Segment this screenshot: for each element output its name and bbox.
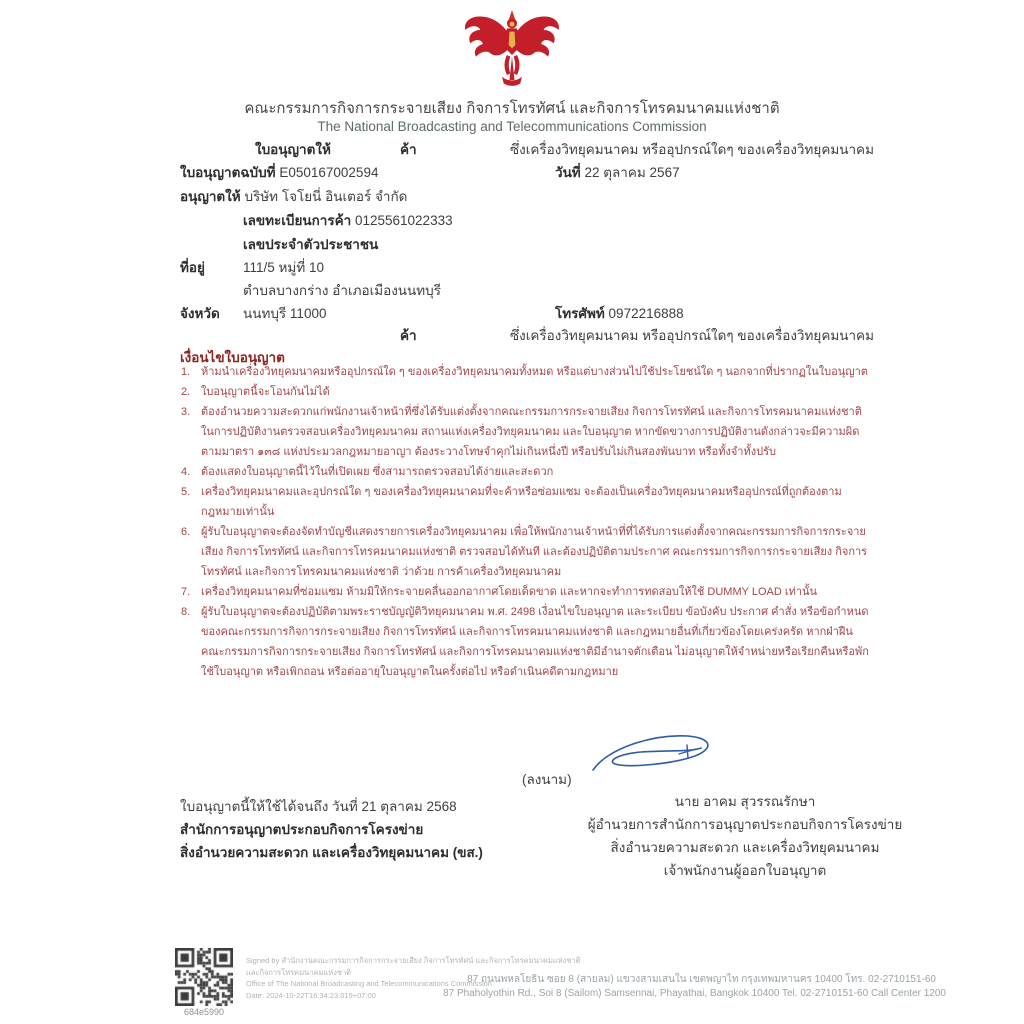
condition-item-3: 3. ต้องอำนวยความสะดวกแก่พนักงานเจ้าหน้าที่ซึ่งได้รับแต่งตั้งจากคณะกรรมการกระจายเสียง กิจการโทรทัศน์ และกิจการโทรคมนาคมแห่งชาติในการปฏิบัติงานตรวจสอบเครื่องวิทยุคมนาคม สถานแห่งเครื่องวิทยุคมนาคม และใบอนุญาต หากขัดขวางการปฏิบัติงานดังกล่าวจะมีความผิดตามมาตรา ๑๓๘ แห่งประมวลกฎหมายอาญา ต้องระวางโทษจำคุกไม่เกินหนึ่งปี หรือปรับไม่เกินสองพันบาท หรือทั้งจำทั้งปรับ (181, 406, 862, 458)
signer-title-1: ผู้อำนวยการสำนักการอนุญาตประกอบกิจการโครงข่าย (587, 817, 903, 832)
signer-name: นาย อาคม สุวรรณรักษา (674, 794, 816, 809)
citizen-id-label: เลขประจำตัวประชาชน (243, 237, 379, 252)
office-address-english: 87 Phaholyothin Rd., Soi 8 (Sailom) Samsennai, Phayathai, Bangkok 10400 Tel. 02-2710151-60 Call Center 1200 (443, 988, 946, 999)
license-number-label: ใบอนุญาตฉบับที่ (180, 165, 276, 180)
condition-item-1: 1. ห้ามนำเครื่องวิทยุคมนาคมหรืออุปกรณ์ใด ๆ ของเครื่องวิทยุคมนาคมทั้งหมด หรือแต่บางส่วนไปใช้ประโยชน์ใด ๆ นอกจากที่ปรากฏในใบอนุญาต (181, 366, 868, 378)
office-line-1: สำนักการอนุญาตประกอบกิจการโครงข่าย (180, 822, 424, 837)
license-number-value: E050167002594 (279, 165, 379, 180)
trade-reg-row (243, 212, 453, 230)
grantee-row (180, 188, 407, 206)
license-action: ค้า (400, 142, 417, 157)
address-line2: ตำบลบางกร่าง อำเภอเมืองนนทบุรี (243, 283, 441, 298)
office-line-2: สิ่งอำนวยความสะดวก และเครื่องวิทยุคมนาคม (ขส.) (180, 845, 483, 860)
signer-title-3: เจ้าพนักงานผู้ออกใบอนุญาต (663, 863, 827, 878)
org-name-thai: คณะกรรมการกิจการกระจายเสียง กิจการโทรทัศน์ และกิจการโทรคมนาคมแห่งชาติ (244, 100, 780, 117)
qr-code (175, 948, 233, 1006)
condition-item-5: 5. เครื่องวิทยุคมนาคมและอุปกรณ์ใด ๆ ของเครื่องวิทยุคมนาคมที่จะค้าหรือซ่อมแซม จะต้องเป็นเครื่องวิทยุคมนาคมหรืออุปกรณ์ที่ถูกต้องตามกฎหมายเท่านั้น (181, 486, 842, 518)
citizen-id-row (243, 236, 378, 254)
qr-code-text: 684e5990 (183, 1007, 225, 1017)
validity-line: ใบอนุญาตนี้ให้ใช้ได้จนถึง วันที่ 21 ตุลาคม 2568 (180, 799, 457, 814)
office-address-thai: 87 ถนนพหลโยธิน ซอย 8 (สายลม) แขวงสามเสนใน เขตพญาไท กรุงเทพมหานคร 10400 โทร. 02-2710151-60 (467, 974, 936, 985)
phone-value: 0972216888 (608, 306, 684, 321)
condition-item-8: 8. ผู้รับใบอนุญาตจะต้องปฏิบัติตามพระราชบัญญัติวิทยุคมนาคม พ.ศ. 2498 เงื่อนไขใบอนุญาต และระเบียบ ข้อบังคับ ประกาศ คำสั่ง หรือข้อกำหนด ของคณะกรรมการกิจการกระจายเสียง กิจการโทรทัศน์ และกิจการโทรคมนาคมแห่งชาติ และกฎหมายอื่นที่เกี่ยวข้องโดยเคร่งครัด หากฝ่าฝืน คณะกรรมการกิจการกระจายเสียง กิจการโทรทัศน์ และกิจการโทรคมนาคมแห่งชาติมีอำนาจตักเตือน ไม่อนุญาตให้จำหน่ายหรือเรียกคืนหรือพักใช้ใบอนุญาต หรือเพิกถอน หรือต่ออายุใบอนุญาตในครั้งต่อไป หรือดำเนินคดีตามกฎหมาย (181, 606, 869, 678)
signed-by-line-1: Signed by สำนักงานคณะกรรมการกิจการกระจายเสียง กิจการโทรทัศน์ และกิจการโทรคมนาคมแห่งชาติ (246, 956, 581, 965)
trade-reg-value: 0125561022333 (354, 213, 453, 228)
condition-item-7: 7. เครื่องวิทยุคมนาคมที่ซ่อมแซม ห้ามมิให้กระจายคลื่นออกอากาศโดยเด็ดขาด และหากจะทำการทดสอบให้ใช้ DUMMY LOAD เท่านั้น (181, 586, 818, 598)
garuda-emblem-icon (462, 8, 562, 92)
signed-by-line-4: Date: 2024-10-22T16:34:23.019+07:00 (246, 990, 376, 1000)
trade-reg-label: เลขทะเบียนการค้า (243, 213, 352, 228)
license-date-label: วันที่ (555, 165, 581, 180)
condition-item-2: 2. ใบอนุญาตนี้จะโอนกันไม่ได้ (181, 386, 330, 398)
signed-by-line-2: และกิจการโทรคมนาคมแห่งชาติ (246, 967, 352, 977)
signer-title-2: สิ่งอำนวยความสะดวก และเครื่องวิทยุคมนาคม (610, 840, 880, 855)
license-date-row (555, 164, 680, 182)
license-action-2: ค้า (400, 328, 417, 343)
org-name-english: The National Broadcasting and Telecommunications Commission (317, 119, 707, 134)
grantee-value: บริษัท โจโยนี่ อินเตอร์ จำกัด (244, 189, 408, 204)
license-subject-2: ซึ่งเครื่องวิทยุคมนาคม หรืออุปกรณ์ใดๆ ของเครื่องวิทยุคมนาคม (510, 328, 874, 343)
license-conditions-list (181, 362, 869, 682)
license-number-row (180, 164, 378, 182)
license-title-label: ใบอนุญาตให้ (255, 142, 331, 157)
address-line1: 111/5 หมู่ที่ 10 (243, 260, 324, 275)
license-subject: ซึ่งเครื่องวิทยุคมนาคม หรืออุปกรณ์ใดๆ ของเครื่องวิทยุคมนาคม (510, 142, 874, 157)
signed-by-line-3: Office of The National Broadcasting and Telecommunications Commission (246, 979, 492, 988)
handwritten-signature (583, 728, 723, 783)
license-date-value: 22 ตุลาคม 2567 (584, 165, 680, 180)
condition-item-4: 4. ต้องแสดงใบอนุญาตนี้ไว้ในที่เปิดเผย ซึ่งสามารถตรวจสอบได้ง่ายและสะดวก (181, 466, 554, 478)
sign-here-label: (ลงนาม) (522, 772, 572, 787)
province-row (180, 305, 220, 323)
province-value: นนทบุรี 11000 (243, 306, 327, 321)
address-label: ที่อยู่ (180, 260, 205, 275)
province-label: จังหวัด (180, 306, 220, 321)
phone-row (555, 305, 684, 323)
phone-label: โทรศัพท์ (555, 306, 605, 321)
grantee-label: อนุญาตให้ (180, 189, 241, 204)
condition-item-6: 6. ผู้รับใบอนุญาตจะต้องจัดทำบัญชีแสดงรายการเครื่องวิทยุคมนาคม เพื่อให้พนักงานเจ้าหน้าที่ที่ได้รับการแต่งตั้งจากคณะกรรมการกิจการกระจายเสียง กิจการโทรทัศน์ และกิจการโทรคมนาคมแห่งชาติ ตรวจสอบได้ทันที และต้องปฏิบัติตามประกาศ คณะกรรมการกิจการกระจายเสียง กิจการโทรทัศน์ และกิจการโทรคมนาคมแห่งชาติ ว่าด้วย การค้าเครื่องวิทยุคมนาคม (181, 526, 868, 578)
conditions-header: เงื่อนไขใบอนุญาต (180, 350, 285, 365)
